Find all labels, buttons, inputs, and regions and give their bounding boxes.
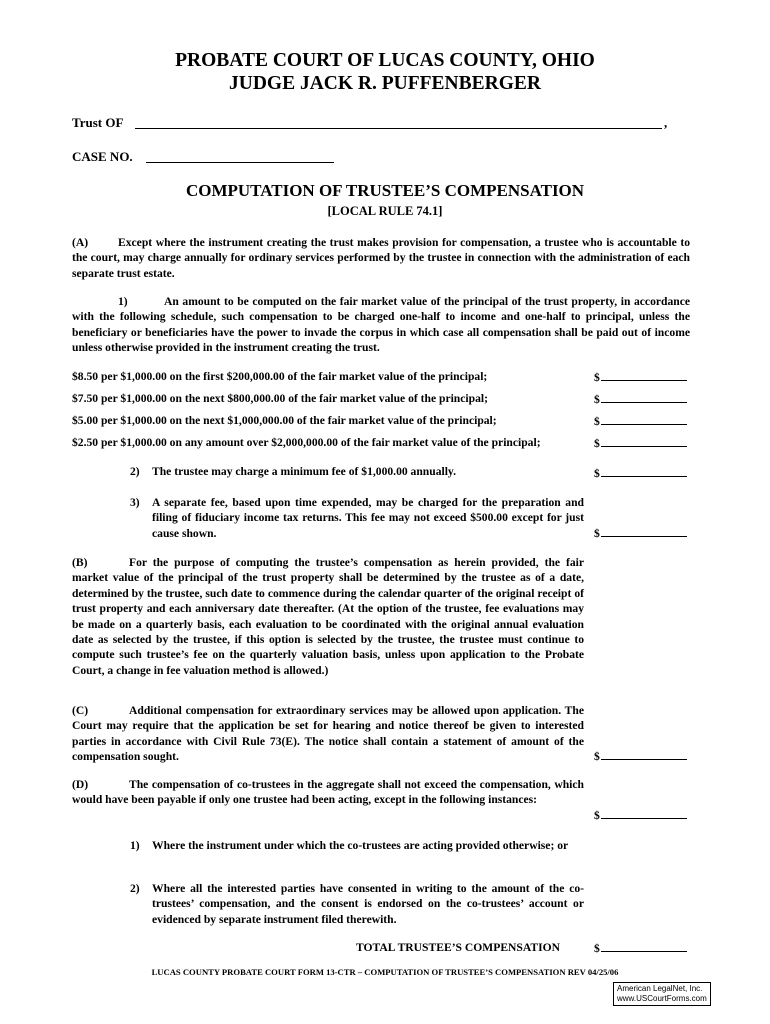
section-b	[72, 555, 584, 678]
amount-blank[interactable]	[601, 414, 687, 425]
item-2-label: 2)	[130, 465, 140, 478]
dollar-sign: $	[594, 371, 600, 384]
amount-blank[interactable]	[601, 941, 687, 952]
judge-name-heading: JUDGE JACK R. PUFFENBERGER	[228, 73, 541, 94]
publisher-stamp	[613, 982, 711, 1006]
dollar-sign: $	[594, 942, 600, 955]
schedule-amount-3[interactable]	[594, 414, 687, 428]
form-footer: LUCAS COUNTY PROBATE COURT FORM 13-CTR – COMPUTATION OF TRUSTEE’S COMPENSATION REV 04/25/06	[151, 967, 619, 977]
schedule-rate-1: $8.50 per $1,000.00 on the first $200,000.00 of the fair market value of the principal;	[72, 370, 488, 383]
section-a-label: (A)	[72, 236, 89, 249]
section-b-text: For the purpose of computing the trustee’s compensation as herein provided, the fair market value of the principal of the trust property shall be determined by the trustee as of a date, determined by the trustee, such date to commence during the calendar quarter of the original receipt of trust property and each anniversary date thereafter. (At the option of the trustee, fee evaluations may be made on a quarterly basis, each evaluation to be coordinated with the original annual evaluation date as selected by the trustee, if this option is selected by the trustee, the trustee must continue to compute such trustee’s fee on the quarterly valuation basis, unless upon application to the Probate Court, a change in fee valuation method is allowed.)	[72, 556, 584, 677]
item-3-text: A separate fee, based upon time expended, may be charged for the preparation and filing of fiduciary income tax returns. This fee may not exceed $500.00 except for just cause shown.	[152, 496, 584, 540]
schedule-rate-4: $2.50 per $1,000.00 on any amount over $2,000,000.00 of the fair market value of the principal;	[72, 436, 541, 449]
item-1-text: An amount to be computed on the fair market value of the principal of the trust property, in accordance with the following schedule, such compensation to be charged one-half to income and one-half to principal, unless the beneficiary or beneficiaries have the power to invade the corpus in which case all compensation shall be paid out of income unless otherwise provided in the instrument creating the trust.	[72, 295, 690, 355]
item-3-amount[interactable]	[594, 526, 687, 540]
d-item-1-label: 1)	[130, 839, 140, 852]
item-2-text: The trustee may charge a minimum fee of $1,000.00 annually.	[152, 465, 456, 478]
section-a	[72, 235, 690, 281]
item-3-label: 3)	[130, 496, 140, 509]
local-rule: [LOCAL RULE 74.1]	[327, 204, 443, 218]
section-d-text: The compensation of co-trustees in the aggregate shall not exceed the compensation, which would have been payable if only one trustee had been acting, except in the following instances:	[72, 778, 584, 807]
item-2-amount[interactable]	[594, 466, 687, 480]
dollar-sign: $	[594, 527, 600, 540]
section-c-label: (C)	[72, 704, 89, 717]
dollar-sign: $	[594, 467, 600, 480]
section-d-amount[interactable]	[594, 808, 687, 822]
form-title: COMPUTATION OF TRUSTEE’S COMPENSATION	[185, 181, 585, 200]
amount-blank[interactable]	[601, 749, 687, 760]
schedule-rate-2: $7.50 per $1,000.00 on the next $800,000.00 of the fair market value of the principal;	[72, 392, 488, 405]
amount-blank[interactable]	[601, 466, 687, 477]
section-d-label: (D)	[72, 778, 89, 791]
d-item-2-text: Where all the interested parties have consented in writing to the amount of the co-trustees’ compensation, and the consent is endorsed on the co-trustees’ account or evidenced by separate instrument filed therewith.	[152, 882, 584, 926]
case-number-label: CASE NO.	[72, 149, 133, 164]
section-c-amount[interactable]	[594, 749, 687, 763]
item-1	[72, 294, 690, 356]
d-item-2-label: 2)	[130, 882, 140, 895]
dollar-sign: $	[594, 437, 600, 450]
dollar-sign: $	[594, 415, 600, 428]
total-label: TOTAL TRUSTEE’S COMPENSATION	[356, 941, 561, 954]
section-b-label: (B)	[72, 556, 88, 569]
amount-blank[interactable]	[601, 370, 687, 381]
section-c	[72, 703, 584, 765]
section-c-text: Additional compensation for extraordinary services may be allowed upon application. The Court may require that the application be set for hearing and notice thereof be given to interested parties in accordance with Civil Rule 73(E). The notice shall contain a statement of amount of the compensation sought.	[72, 704, 584, 764]
trust-comma: ,	[664, 115, 668, 130]
amount-blank[interactable]	[601, 808, 687, 819]
amount-blank[interactable]	[601, 526, 687, 537]
dollar-sign: $	[594, 393, 600, 406]
schedule-rate-3: $5.00 per $1,000.00 on the next $1,000,000.00 of the fair market value of the principal;	[72, 414, 497, 427]
section-a-text: Except where the instrument creating the trust makes provision for compensation, a trustee who is accountable to the court, may charge annually for ordinary services performed by the trustee in connection with the administration of each separate trust estate.	[72, 236, 690, 280]
dollar-sign: $	[594, 809, 600, 822]
d-item-1-text: Where the instrument under which the co-trustees are acting provided otherwise; or	[152, 839, 569, 852]
case-number-field[interactable]	[146, 162, 334, 163]
trust-label: Trust OF	[72, 115, 124, 130]
court-name-heading: PROBATE COURT OF LUCAS COUNTY, OHIO	[175, 50, 595, 71]
publisher-url[interactable]: www.USCourtForms.com	[617, 994, 707, 1003]
dollar-sign: $	[594, 750, 600, 763]
section-d	[72, 777, 584, 808]
item-1-label: 1)	[118, 295, 128, 308]
amount-blank[interactable]	[601, 392, 687, 403]
item-2	[130, 464, 585, 479]
amount-blank[interactable]	[601, 436, 687, 447]
schedule-amount-4[interactable]	[594, 436, 687, 450]
total-amount[interactable]	[594, 941, 687, 955]
publisher-name: American LegalNet, Inc.	[617, 984, 703, 993]
schedule-amount-2[interactable]	[594, 392, 687, 406]
schedule-amount-1[interactable]	[594, 370, 687, 384]
trust-name-field[interactable]	[135, 128, 662, 129]
